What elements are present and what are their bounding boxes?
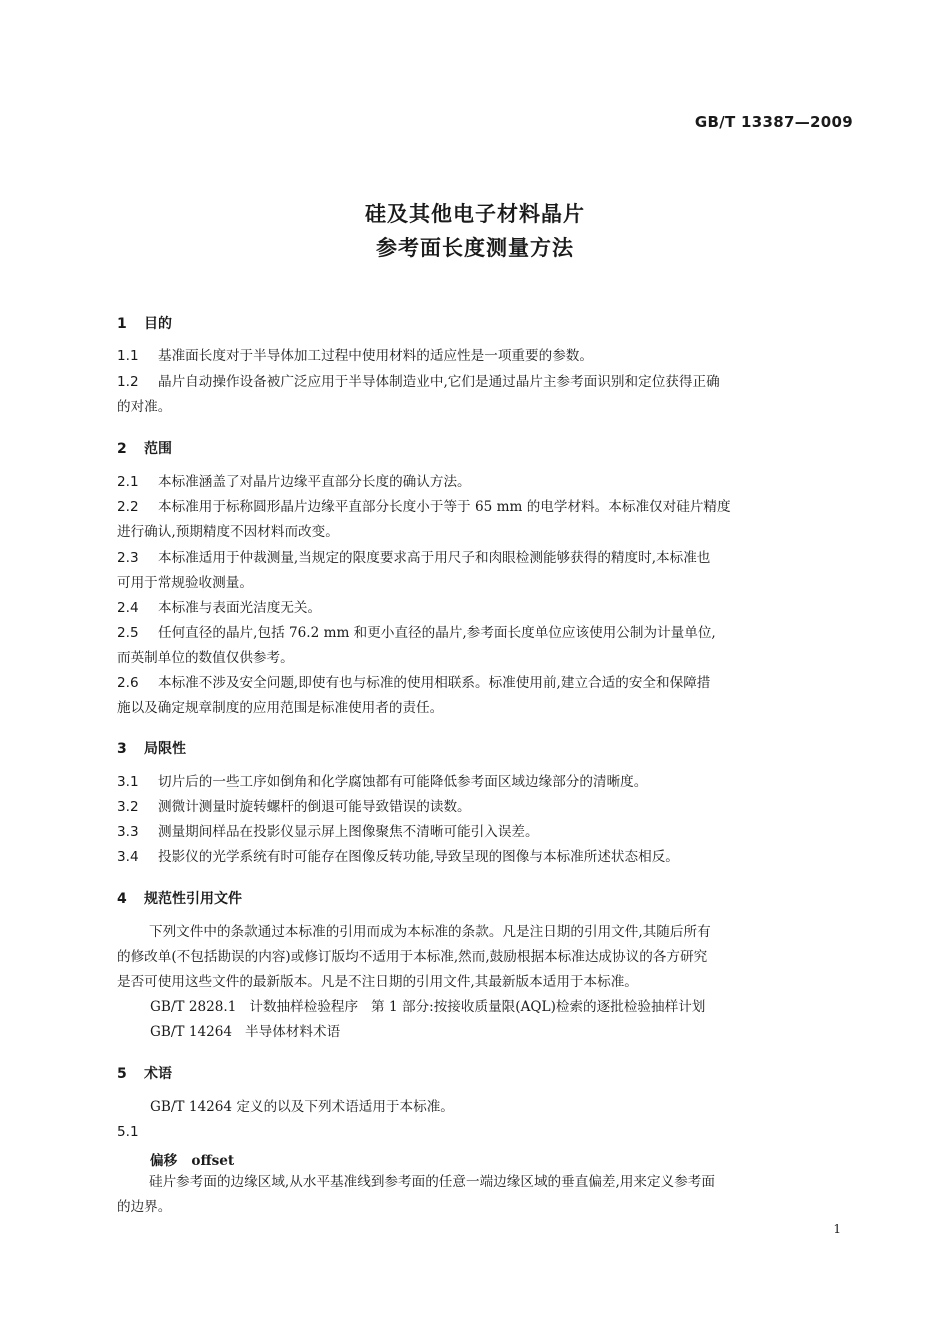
clause-2-5 <box>117 621 853 671</box>
clause-number: 3.3 <box>117 824 139 840</box>
clause-3-2 <box>117 795 853 820</box>
clause-2-4 <box>117 596 853 621</box>
section-number: 5 <box>117 1066 127 1082</box>
intro-line-3: 是否可使用这些文件的最新版本。凡是不注日期的引用文件,其最新版本适用于本标准。 <box>117 974 638 990</box>
clause-number: 2.1 <box>117 474 139 490</box>
section-number: 2 <box>117 441 127 457</box>
intro-line-1: 下列文件中的条款通过本标准的引用而成为本标准的条款。凡是注日期的引用文件,其随后所有 <box>149 924 711 940</box>
normative-references-intro <box>117 920 853 995</box>
section-title: 目的 <box>144 316 172 332</box>
clause-text-cont: 而英制单位的数值仅供参考。 <box>117 650 294 666</box>
clause-1-2 <box>117 370 853 420</box>
clause-text: 晶片自动操作设备被广泛应用于半导体制造业中,它们是通过晶片主参考面识别和定位获得正确 <box>158 374 720 390</box>
clause-text: 基准面长度对于半导体加工过程中使用材料的适应性是一项重要的参数。 <box>158 348 593 364</box>
section-number: 3 <box>117 741 127 757</box>
clause-text: 本标准适用于仲裁测量,当规定的限度要求高于用尺子和肉眼检测能够获得的精度时,本标准也 <box>158 550 711 566</box>
clause-3-1 <box>117 770 853 795</box>
reference-gbt-14264: GB/T 14264 半导体材料术语 <box>150 1024 341 1040</box>
section-title: 局限性 <box>144 741 186 757</box>
clause-2-1 <box>117 470 853 495</box>
section-number: 1 <box>117 316 127 332</box>
title-line-2: 参考面长度测量方法 <box>376 236 574 260</box>
section-title: 范围 <box>144 441 172 457</box>
definition-line-1: 硅片参考面的边缘区域,从水平基准线到参考面的任意一端边缘区域的垂直偏差,用来定义参考面 <box>149 1174 715 1190</box>
clause-text: 切片后的一些工序如倒角和化学腐蚀都有可能降低参考面区域边缘部分的清晰度。 <box>158 774 648 790</box>
clause-number: 3.2 <box>117 799 139 815</box>
section-1-heading <box>117 313 172 333</box>
clause-number: 2.6 <box>117 675 139 691</box>
clause-number: 3.1 <box>117 774 139 790</box>
clause-text-cont: 施以及确定规章制度的应用范围是标准使用者的责任。 <box>117 700 444 716</box>
terms-intro: GB/T 14264 定义的以及下列术语适用于本标准。 <box>150 1099 454 1115</box>
section-5-heading <box>117 1063 172 1083</box>
standard-code: GB/T 13387—2009 <box>694 113 853 131</box>
title-line-1: 硅及其他电子材料晶片 <box>365 202 585 226</box>
clause-number: 1.1 <box>117 348 139 364</box>
clause-5-1-number <box>117 1120 853 1145</box>
section-2-heading <box>117 438 172 458</box>
clause-number: 2.2 <box>117 499 139 515</box>
clause-text: 任何直径的晶片,包括 76.2 mm 和更小直径的晶片,参考面长度单位应该使用公制为计量单位, <box>158 625 716 641</box>
term-offset-definition <box>117 1170 853 1220</box>
intro-line-2: 的修改单(不包括勘误的内容)或修订版均不适用于本标准,然而,鼓励根据本标准达成协议的各方研究 <box>117 949 708 965</box>
section-3-heading <box>117 738 186 758</box>
clause-number: 2.3 <box>117 550 139 566</box>
clause-text: 本标准用于标称圆形晶片边缘平直部分长度小于等于 65 mm 的电学材料。本标准仅对硅片精度 <box>158 499 731 515</box>
clause-3-4 <box>117 845 853 870</box>
section-4-heading <box>117 888 242 908</box>
section-number: 4 <box>117 891 127 907</box>
clause-1-1 <box>117 344 853 369</box>
clause-text-cont: 进行确认,预期精度不因材料而改变。 <box>117 524 339 540</box>
page-number: 1 <box>833 1222 841 1236</box>
section-title: 术语 <box>144 1066 172 1082</box>
clause-number: 5.1 <box>117 1124 139 1140</box>
clause-2-6 <box>117 671 853 721</box>
section-title: 规范性引用文件 <box>144 891 242 907</box>
clause-text: 投影仪的光学系统有时可能存在图像反转功能,导致呈现的图像与本标准所述状态相反。 <box>158 849 679 865</box>
clause-text: 测微计测量时旋转螺杆的倒退可能导致错误的读数。 <box>158 799 471 815</box>
clause-number: 2.4 <box>117 600 139 616</box>
reference-gbt-2828-1: GB/T 2828.1 计数抽样检验程序 第 1 部分:按接收质量限(AQL)检索的逐批检验抽样计划 <box>150 999 706 1015</box>
term-offset: 偏移 offset <box>150 1153 235 1169</box>
clause-2-2 <box>117 495 853 545</box>
definition-line-2: 的边界。 <box>117 1199 172 1215</box>
clause-text: 本标准不涉及安全问题,即使有也与标准的使用相联系。标准使用前,建立合适的安全和保障措 <box>158 675 711 691</box>
clause-2-3 <box>117 546 853 596</box>
clause-number: 1.2 <box>117 374 139 390</box>
clause-text: 本标准涵盖了对晶片边缘平直部分长度的确认方法。 <box>158 474 471 490</box>
clause-text-cont: 的对准。 <box>117 399 172 415</box>
clause-number: 3.4 <box>117 849 139 865</box>
clause-text-cont: 可用于常规验收测量。 <box>117 575 253 591</box>
clause-number: 2.5 <box>117 625 139 641</box>
clause-3-3 <box>117 820 853 845</box>
clause-text: 本标准与表面光洁度无关。 <box>158 600 322 616</box>
clause-text: 测量期间样品在投影仪显示屏上图像聚焦不清晰可能引入误差。 <box>158 824 539 840</box>
